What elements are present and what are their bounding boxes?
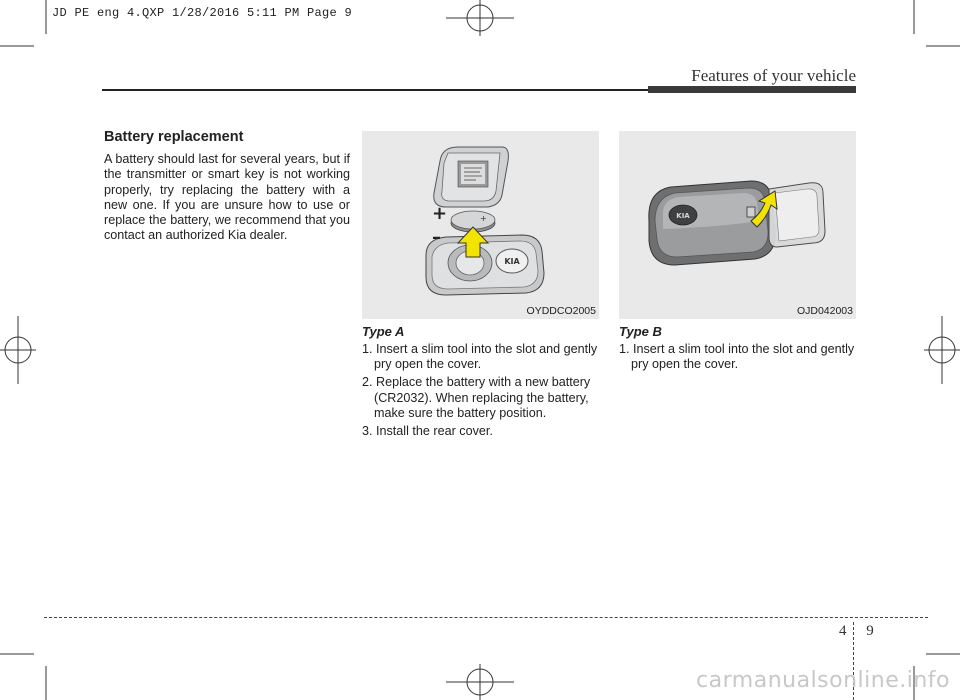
key-body-illustration bbox=[426, 235, 544, 295]
type-a-label: Type A bbox=[362, 324, 405, 339]
footer-rule bbox=[44, 617, 928, 618]
detached-cover-illustration bbox=[769, 183, 825, 247]
header-rule bbox=[102, 89, 648, 91]
type-b-block bbox=[619, 324, 857, 375]
brand-logo-b: KIA bbox=[676, 212, 690, 220]
type-a-step-3: 3. Install the rear cover. bbox=[362, 424, 493, 439]
type-b-step-1: 1. Insert a slim tool into the slot and gently pry open the cover. bbox=[619, 342, 855, 372]
registration-target-left bbox=[0, 316, 36, 384]
type-a-steps bbox=[362, 342, 600, 439]
figure-code-b: OJD042003 bbox=[796, 305, 853, 317]
header-bar bbox=[648, 86, 856, 93]
section-body: A battery should last for several years, but if the transmitter or smart key is not working properly, try replacing the battery with a new one. If you are unsure how to use or replace the battery, we recommend that you contact an authorized Kia dealer. bbox=[104, 152, 350, 243]
type-a-step-2: 2. Replace the battery with a new battery (CR2032). When replacing the battery, make sure the battery position. bbox=[362, 375, 591, 420]
registration-target-right bbox=[924, 316, 960, 384]
illustration-smart-key-pry-cover bbox=[619, 131, 856, 319]
section-heading: Battery replacement bbox=[104, 129, 244, 145]
registration-target-bottom bbox=[446, 664, 514, 700]
illustration-smart-key-open-battery bbox=[362, 131, 599, 319]
type-b-label: Type B bbox=[619, 324, 662, 339]
plus-label: + bbox=[432, 203, 448, 224]
figure-type-a bbox=[362, 131, 599, 319]
key-cover-illustration bbox=[434, 147, 509, 207]
brand-logo-a: KIA bbox=[504, 257, 520, 266]
running-header-title: Features of your vehicle bbox=[691, 66, 856, 85]
page-number: 4 9 bbox=[839, 623, 882, 639]
figure-code-a: OYDDCO2005 bbox=[526, 305, 596, 317]
type-a-step-1: 1. Insert a slim tool into the slot and gently pry open the cover. bbox=[362, 342, 598, 372]
svg-text:+: + bbox=[480, 214, 487, 223]
figure-type-b bbox=[619, 131, 856, 319]
type-b-steps bbox=[619, 342, 857, 372]
minus-label: – bbox=[432, 227, 441, 248]
watermark-text: carmanualsonline.info bbox=[696, 668, 950, 693]
registration-target-top bbox=[446, 0, 514, 36]
type-a-block bbox=[362, 324, 600, 442]
print-slug: JD PE eng 4.QXP 1/28/2016 5:11 PM Page 9 bbox=[52, 6, 353, 20]
